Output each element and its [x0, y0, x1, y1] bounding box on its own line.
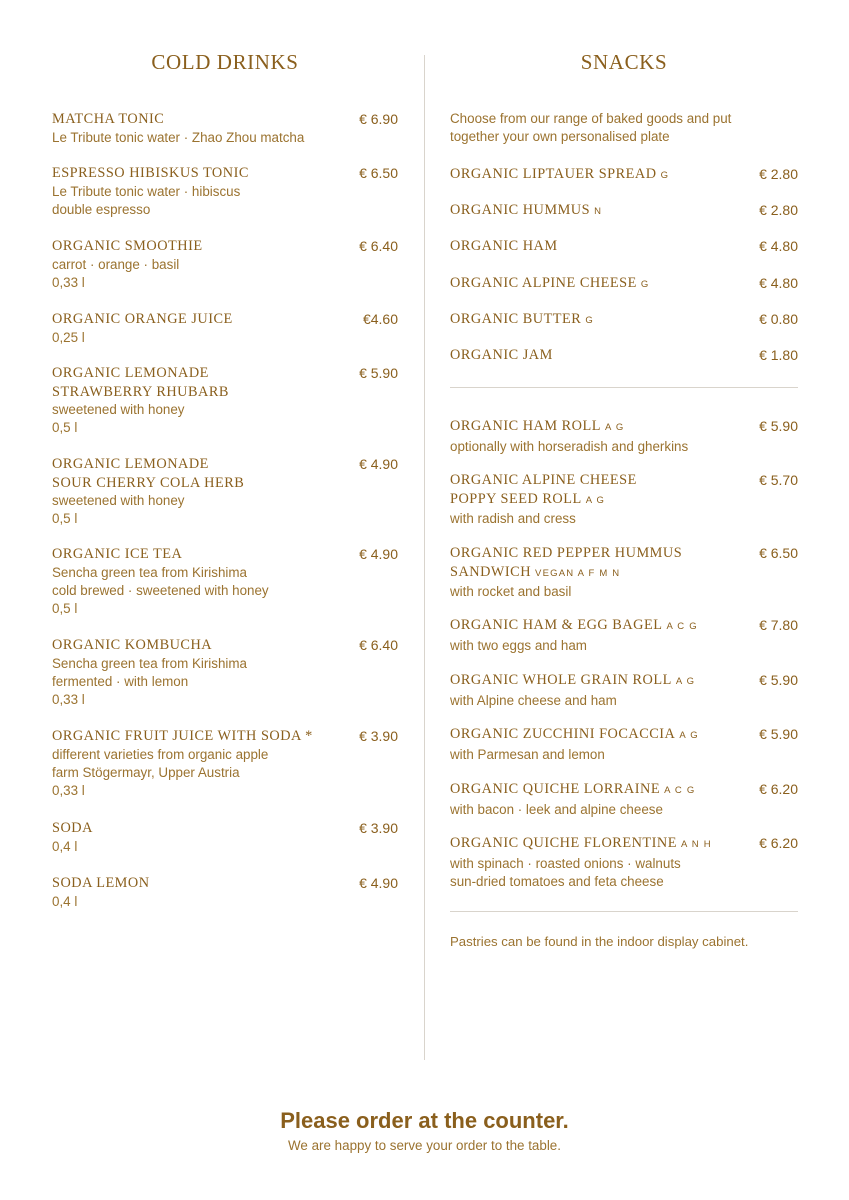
menu-item: [52, 164, 398, 219]
menu-item: [450, 201, 798, 222]
item-price: € 6.90: [359, 111, 398, 127]
item-name: ORGANIC HUMMUS N: [450, 202, 603, 218]
item-price: € 4.90: [359, 456, 398, 472]
item-description: Sencha green tea from Kirishima cold brewed · sweetened with honey 0,5 l: [52, 564, 269, 617]
item-name: ORGANIC BUTTER G: [450, 311, 594, 327]
item-price: € 5.90: [759, 672, 798, 688]
menu-item: [450, 544, 798, 601]
menu-item: [52, 110, 398, 147]
item-name: ORGANIC ALPINE CHEESE POPPY SEED ROLL A G: [450, 472, 637, 507]
item-description: optionally with horseradish and gherkins: [450, 438, 689, 454]
item-price: € 3.90: [359, 728, 398, 744]
item-name: ORGANIC LIPTAUER SPREAD G: [450, 166, 670, 182]
allergen-codes: N: [594, 206, 603, 217]
allergen-codes: A C G: [666, 621, 698, 632]
menu-item: [450, 165, 798, 186]
item-price: € 6.50: [759, 545, 798, 561]
item-price: € 2.80: [759, 166, 798, 182]
item-price: € 6.20: [759, 835, 798, 851]
item-description: 0,25 l: [52, 329, 85, 345]
item-description: Le Tribute tonic water · hibiscus double espresso: [52, 183, 241, 217]
item-name: ORGANIC ZUCCHINI FOCACCIA A G: [450, 726, 699, 742]
item-price: € 5.90: [759, 726, 798, 742]
allergen-codes: A G: [679, 730, 699, 741]
item-description: 0,4 l: [52, 893, 78, 909]
item-name: ORGANIC FRUIT JUICE WITH SODA *: [52, 728, 313, 744]
item-description: with radish and cress: [450, 511, 576, 526]
menu-item: [450, 310, 798, 331]
item-price: € 6.40: [359, 637, 398, 653]
item-name: ORGANIC ALPINE CHEESE G: [450, 275, 650, 291]
menu-item: [450, 616, 798, 655]
item-name: ORGANIC ICE TEA: [52, 546, 183, 562]
menu-item: [450, 834, 798, 891]
item-price: € 1.80: [759, 347, 798, 363]
item-price: € 4.80: [759, 238, 798, 254]
item-description: with Parmesan and lemon: [450, 746, 605, 762]
menu-item: [52, 310, 398, 347]
item-name: ORGANIC JAM: [450, 347, 553, 363]
column-divider: [424, 55, 425, 1060]
section-heading: COLD DRINKS: [151, 50, 299, 74]
item-description: sweetened with honey 0,5 l: [52, 493, 185, 527]
item-price: € 2.80: [759, 202, 798, 218]
snacks-intro: Choose from our range of baked goods and put together your own personalised plate: [450, 111, 732, 145]
item-price: € 5.70: [759, 472, 798, 488]
allergen-codes: G: [640, 279, 650, 290]
menu-item: [52, 727, 398, 800]
cold-drinks-section: [52, 0, 398, 1200]
allergen-codes: A C G: [664, 785, 696, 796]
item-name: ORGANIC QUICHE FLORENTINE A N H: [450, 835, 712, 851]
pastries-note: Pastries can be found in the indoor display cabinet.: [450, 934, 749, 949]
item-price: € 6.40: [359, 238, 398, 254]
allergen-codes: A N H: [680, 839, 712, 850]
menu-item: [52, 874, 398, 911]
table-service-note: We are happy to serve your order to the table.: [288, 1138, 561, 1153]
item-description: with Alpine cheese and ham: [450, 692, 617, 708]
item-price: € 6.50: [359, 165, 398, 181]
item-name: ORGANIC WHOLE GRAIN ROLL A G: [450, 672, 696, 688]
item-price: € 4.80: [759, 275, 798, 291]
item-description: with bacon · leek and alpine cheese: [450, 801, 663, 817]
menu-item: [450, 417, 798, 456]
menu-item: [52, 364, 398, 438]
order-at-counter-title: Please order at the counter.: [280, 1108, 569, 1133]
item-description: with rocket and basil: [450, 584, 572, 599]
menu-item: [450, 471, 798, 528]
item-description: with two eggs and ham: [450, 637, 587, 653]
allergen-codes: G: [660, 170, 670, 181]
item-name: ORGANIC SMOOTHIE: [52, 238, 203, 254]
allergen-codes: A G: [604, 422, 625, 433]
item-name: ORGANIC ORANGE JUICE: [52, 311, 233, 327]
allergen-codes: VEGAN A F M N: [535, 567, 621, 579]
item-name: ORGANIC LEMONADE STRAWBERRY RHUBARB: [52, 365, 229, 400]
item-name: ORGANIC KOMBUCHA: [52, 637, 213, 653]
item-price: € 4.90: [359, 875, 398, 891]
item-price: € 4.90: [359, 546, 398, 562]
menu-item: [450, 671, 798, 710]
item-name: ORGANIC QUICHE LORRAINE A C G: [450, 781, 696, 797]
allergen-codes: A G: [675, 676, 696, 687]
menu-item: [450, 725, 798, 764]
item-description: different varieties from organic apple farm Stögermayr, Upper Austria 0,33 l: [52, 746, 269, 799]
menu-item: [52, 237, 398, 292]
item-price: € 3.90: [359, 820, 398, 836]
item-description: 0,4 l: [52, 838, 78, 854]
item-name: ORGANIC HAM ROLL A G: [450, 418, 625, 434]
menu-item: [450, 237, 798, 258]
item-name: ORGANIC RED PEPPER HUMMUS SANDWICH VEGAN A F M N: [450, 545, 683, 580]
item-price: € 5.90: [359, 365, 398, 381]
item-price: € 7.80: [759, 617, 798, 633]
item-name: ESPRESSO HIBISKUS TONIC: [52, 165, 249, 181]
item-price: € 6.20: [759, 781, 798, 797]
item-description: Le Tribute tonic water · Zhao Zhou matcha: [52, 129, 305, 145]
section-rule: [450, 911, 798, 912]
menu-item: [450, 346, 798, 367]
item-name: ORGANIC HAM & EGG BAGEL A C G: [450, 617, 698, 633]
menu-item: [450, 274, 798, 295]
item-name: ORGANIC HAM: [450, 238, 558, 254]
snacks-section: [450, 0, 798, 1200]
menu-item: [52, 545, 398, 618]
item-name: MATCHA TONIC: [52, 111, 165, 127]
item-name: ORGANIC LEMONADE SOUR CHERRY COLA HERB: [52, 456, 245, 491]
section-heading: SNACKS: [580, 50, 668, 74]
menu-item: [52, 819, 398, 856]
item-description: carrot · orange · basil 0,33 l: [52, 256, 180, 290]
menu-item: [450, 780, 798, 819]
item-description: with spinach · roasted onions · walnuts sun-dried tomatoes and feta cheese: [450, 855, 681, 889]
menu-item: [52, 455, 398, 529]
item-name: SODA: [52, 820, 93, 836]
allergen-codes: A G: [585, 494, 606, 506]
item-price: €4.60: [362, 311, 398, 327]
menu-item: [52, 636, 398, 709]
item-price: € 5.90: [759, 418, 798, 434]
item-price: € 0.80: [759, 311, 798, 327]
item-description: sweetened with honey 0,5 l: [52, 402, 185, 436]
section-rule: [450, 387, 798, 388]
allergen-codes: G: [585, 315, 594, 326]
item-name: SODA LEMON: [52, 875, 150, 891]
item-description: Sencha green tea from Kirishima fermented · with lemon 0,33 l: [52, 655, 248, 708]
